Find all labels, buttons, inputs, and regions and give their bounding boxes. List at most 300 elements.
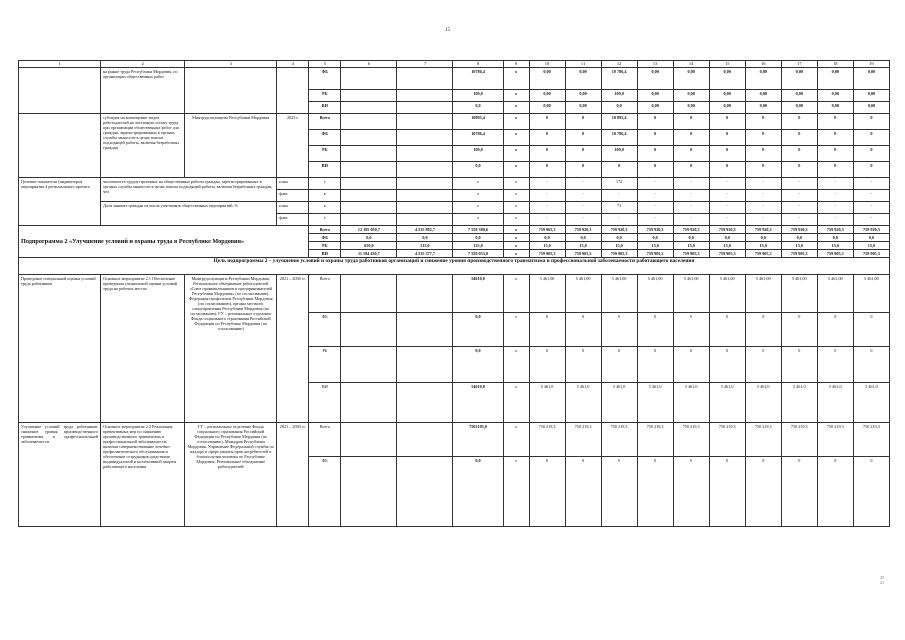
value-cell: 12 185 050,7 [341, 226, 397, 234]
value-cell: 15,0 [673, 242, 709, 250]
column-header: 1 [19, 61, 101, 68]
value-cell: 15,0 [637, 242, 673, 250]
cell [397, 347, 453, 383]
empty-cell [19, 114, 101, 178]
value-cell: 5 461,00 [601, 275, 637, 313]
value-cell: х [453, 214, 503, 226]
cell [341, 102, 397, 114]
value-cell: 0 [529, 130, 565, 146]
cell [341, 68, 397, 90]
value-cell: - [781, 178, 817, 190]
cell [397, 68, 453, 90]
value-cell: 109,0 [601, 146, 637, 162]
value-cell: - [565, 190, 601, 202]
value-cell: 0 [673, 130, 709, 146]
value-cell: - [853, 190, 889, 202]
funding-source: ВИ [309, 102, 341, 114]
column-header: 18 [817, 61, 853, 68]
value-cell: - [601, 214, 637, 226]
value-cell: 759 965,3 [529, 226, 565, 234]
value-cell: х [453, 202, 503, 214]
value-cell: 0,00 [781, 90, 817, 102]
value-cell: 10786,4 [453, 130, 503, 146]
value-cell: 5 461,0 [817, 383, 853, 423]
executor: Минтрудсоцзащиты Республики Мордовия [185, 114, 277, 178]
value-cell: 0,0 [745, 234, 781, 242]
value-cell: - [817, 190, 853, 202]
value-cell: 0 [745, 146, 781, 162]
value-cell: 5 461,0 [745, 383, 781, 423]
value-cell: 0 [709, 162, 745, 178]
table-row [19, 178, 890, 190]
value-cell: 0 [529, 457, 565, 527]
value-cell: 750 219,3 [673, 423, 709, 457]
value-cell: 0,0 [709, 234, 745, 242]
value-cell: 0 [673, 457, 709, 527]
value-cell: - [709, 202, 745, 214]
value-cell: 0,00 [673, 90, 709, 102]
funding-source: Всего [309, 226, 341, 234]
value-cell: 5 461,0 [565, 383, 601, 423]
value-cell: - [817, 178, 853, 190]
cell [341, 130, 397, 146]
value-cell: 0 [673, 162, 709, 178]
value-cell: 0 [781, 457, 817, 527]
value-cell: 0,00 [853, 102, 889, 114]
value-cell: 0,00 [853, 90, 889, 102]
subprogram-title: Подпрограмма 2 «Улучшение условий и охраны труда в Республике Мордовия» [19, 226, 309, 258]
value-cell: 0,00 [781, 102, 817, 114]
cell [397, 202, 453, 214]
value-cell: 109,0 [453, 90, 503, 102]
value-cell: 0 [565, 162, 601, 178]
plan-fact-label: план [277, 202, 309, 214]
cell [341, 114, 397, 130]
value-cell: 15,0 [529, 242, 565, 250]
value-cell: 0 [601, 457, 637, 527]
value-cell: - [817, 202, 853, 214]
plan-fact-label: факт [277, 190, 309, 202]
value-cell: х [503, 383, 529, 423]
executor: ГУ – региональное отделение Фонда социального страхования Российской Федерации по Республике Мордовия (по согласованию), Минздрав Республики Мордовия, Управление Федеральной службы по надзору в сфере защиты прав потребителей и благополучия человека по Республике Мордовия, Региональное объединение работодателей [185, 423, 277, 527]
value-cell: 0,0 [453, 234, 503, 242]
value-cell: - [853, 214, 889, 226]
column-header: 15 [709, 61, 745, 68]
value-cell: 0 [529, 146, 565, 162]
cell [341, 214, 397, 226]
value-cell: 0 [709, 313, 745, 347]
value-cell: 0 [817, 114, 853, 130]
value-cell: х [503, 226, 529, 234]
cell [341, 423, 397, 457]
cell [341, 347, 397, 383]
value-cell: 750 219,3 [637, 423, 673, 457]
indicator-2: Доля занятых граждан из числа участников общественных мероприятий, % [101, 202, 277, 226]
value-cell: 0,00 [565, 102, 601, 114]
funding-source: ФБ [309, 68, 341, 90]
value-cell: 5 461,0 [781, 383, 817, 423]
value-cell: - [853, 202, 889, 214]
value-cell: 0,00 [529, 90, 565, 102]
value-cell: 0,00 [529, 102, 565, 114]
measure-description: субсидия на возмещение затрат работодателей на частичную оплату труда при организации общественных работ для граждан, зарегистрированных в органах службы занятости в целях поиска подходящей работы, включая безработных граждан [101, 114, 185, 178]
value-cell: 0,0 [453, 457, 503, 527]
value-cell: 0 [745, 114, 781, 130]
page-number: 15 [445, 28, 450, 33]
value-cell: 5 461,0 [637, 383, 673, 423]
value-cell: 4 535 892,7 [397, 226, 453, 234]
value-cell: х [503, 250, 529, 258]
value-cell: - [529, 202, 565, 214]
value-cell: 0,00 [709, 90, 745, 102]
value-cell: х [453, 178, 503, 190]
value-cell: 0,00 [745, 68, 781, 90]
value-cell: 109,0 [453, 146, 503, 162]
empty-cell [19, 68, 101, 114]
value-cell: 759 920,3 [601, 226, 637, 234]
value-cell: 172 [601, 178, 637, 190]
funding-source: Всего [309, 114, 341, 130]
column-header: 7 [397, 61, 453, 68]
value-cell: 0 [637, 146, 673, 162]
value-cell: - [673, 178, 709, 190]
value-cell: 0,00 [565, 68, 601, 90]
value-cell: 0 [529, 114, 565, 130]
value-cell: 515,0 [397, 242, 453, 250]
value-cell: 0 [709, 457, 745, 527]
cell [397, 214, 453, 226]
value-cell: 0 [745, 162, 781, 178]
column-header: 5 [309, 61, 341, 68]
indicator-1: численность трудоустроенных на общественные работы граждан, зарегистрированных в органах службы занятости в целях поиска подходящей работы, включая безработных граждан, чел [101, 178, 277, 202]
value-cell: 650,0 [341, 242, 397, 250]
value-cell: 0,0 [637, 234, 673, 242]
value-cell: 10 786,4 [601, 130, 637, 146]
value-cell: 0,00 [745, 102, 781, 114]
value-cell: 10 895,4 [601, 114, 637, 130]
value-cell: х [503, 214, 529, 226]
value-cell: 0 [853, 313, 889, 347]
value-cell: 0 [565, 146, 601, 162]
value-cell: 759 920,3 [781, 226, 817, 234]
value-cell: 750 219,3 [529, 423, 565, 457]
value-cell: 0,00 [781, 68, 817, 90]
value-cell: 5 461,00 [529, 275, 565, 313]
value-cell: - [565, 178, 601, 190]
value-cell: 0 [709, 146, 745, 162]
value-cell: 5 461,0 [673, 383, 709, 423]
value-cell: 759 920,3 [637, 226, 673, 234]
value-cell: 0 [529, 162, 565, 178]
value-cell: 0 [565, 130, 601, 146]
funding-source: ФБ [309, 313, 341, 347]
value-cell: - [781, 202, 817, 214]
cell [397, 457, 453, 527]
value-cell: 0,00 [853, 68, 889, 90]
value-cell: 750 219,3 [709, 423, 745, 457]
value-cell: 0 [817, 130, 853, 146]
value-cell: 7502193,0 [453, 423, 503, 457]
unit-cell: т [309, 178, 341, 190]
value-cell: - [709, 190, 745, 202]
value-cell: х [503, 178, 529, 190]
value-cell: - [673, 214, 709, 226]
unit-cell: к [309, 202, 341, 214]
value-cell: 0 [637, 114, 673, 130]
value-cell: 0 [601, 162, 637, 178]
value-cell: 5 461,00 [817, 275, 853, 313]
value-cell: - [565, 214, 601, 226]
value-cell: - [745, 178, 781, 190]
value-cell: - [637, 178, 673, 190]
value-cell: х [503, 130, 529, 146]
value-cell: 15,0 [817, 242, 853, 250]
period: 2021 – 2030 гг. [277, 423, 309, 527]
value-cell: 759 905,3 [745, 250, 781, 258]
value-cell: 0 [709, 347, 745, 383]
funding-source: РБ [309, 90, 341, 102]
value-cell: 759 920,3 [673, 226, 709, 234]
value-cell: 0 [745, 457, 781, 527]
column-header: 13 [637, 61, 673, 68]
value-cell: 759 905,3 [817, 250, 853, 258]
value-cell: 0,00 [817, 102, 853, 114]
executor: Минтрудсоцзащиты Республики Мордовия, Региональное объединение работодателей «Союз промышленников и предпринимателей Республики Мордовия» (по согласованию), Федерация профсоюзов Республики Мордовия (по согласованию), органы местного самоуправления Республики Мордовия (по согласованию), ГУ – региональное отделение Фонда социального страхования Российской Федерации по Республике Мордовия (по согласованию) [185, 275, 277, 423]
value-cell: - [565, 202, 601, 214]
value-cell: 0,0 [601, 102, 637, 114]
value-cell: 0 [853, 457, 889, 527]
value-cell: х [503, 275, 529, 313]
value-cell: 750 219,3 [853, 423, 889, 457]
value-cell: 0,0 [529, 234, 565, 242]
funding-source: РБ [309, 242, 341, 250]
value-cell: - [817, 214, 853, 226]
cell [341, 90, 397, 102]
value-cell: 0 [637, 347, 673, 383]
value-cell: 0 [781, 130, 817, 146]
value-cell: 0 [781, 313, 817, 347]
value-cell: 10895,4 [453, 114, 503, 130]
value-cell: 0 [817, 347, 853, 383]
header-row [19, 61, 890, 68]
value-cell: 0 [637, 162, 673, 178]
value-cell: 5 461,00 [745, 275, 781, 313]
value-cell: 5 461,00 [637, 275, 673, 313]
value-cell: 0 [853, 146, 889, 162]
value-cell: 759 905,3 [601, 250, 637, 258]
value-cell: 0 [781, 146, 817, 162]
value-cell: 0,00 [565, 90, 601, 102]
value-cell: - [853, 178, 889, 190]
value-cell: - [745, 202, 781, 214]
value-cell: 0,0 [453, 162, 503, 178]
table-row [19, 114, 890, 130]
direction: Проведение специальной оценки условий труда работников [19, 275, 101, 423]
column-header: 9 [503, 61, 529, 68]
value-cell: х [453, 190, 503, 202]
cell [341, 190, 397, 202]
value-cell: 0 [853, 114, 889, 130]
value-cell: 750 219,3 [817, 423, 853, 457]
table-row [19, 226, 890, 234]
column-header: 16 [745, 61, 781, 68]
value-cell: 109,0 [601, 90, 637, 102]
value-cell: 15,0 [565, 242, 601, 250]
value-cell: х [503, 423, 529, 457]
value-cell: 0,0 [565, 234, 601, 242]
column-header: 4 [277, 61, 309, 68]
empty-cell [185, 68, 277, 114]
cell [341, 162, 397, 178]
value-cell: - [601, 190, 637, 202]
column-header: 10 [529, 61, 565, 68]
value-cell: х [503, 347, 529, 383]
value-cell: 0,0 [853, 234, 889, 242]
plan-fact-label: план [277, 178, 309, 190]
value-cell: 0 [781, 347, 817, 383]
value-cell: 0,00 [529, 68, 565, 90]
cell [397, 313, 453, 347]
cell [397, 383, 453, 423]
measure-description: Основное мероприятие 2.1 Обеспечение проведения специальной оценки условий труда на рабочих местах [101, 275, 185, 423]
value-cell: 0 [745, 347, 781, 383]
column-header: 19 [853, 61, 889, 68]
funding-source: ВИ [309, 383, 341, 423]
column-header: 6 [341, 61, 397, 68]
value-cell: 759 905,3 [853, 250, 889, 258]
value-cell: 0,0 [397, 234, 453, 242]
value-cell: 750 219,3 [781, 423, 817, 457]
cell [397, 423, 453, 457]
value-cell: 54610,0 [453, 275, 503, 313]
value-cell: 0 [601, 313, 637, 347]
value-cell: 0,00 [745, 90, 781, 102]
value-cell: 0 [565, 347, 601, 383]
value-cell: - [529, 178, 565, 190]
cell [341, 275, 397, 313]
column-header: 2 [101, 61, 185, 68]
value-cell: 0 [781, 114, 817, 130]
value-cell: 0,0 [781, 234, 817, 242]
cell [397, 190, 453, 202]
value-cell: 10786,4 [453, 68, 503, 90]
column-header: 14 [673, 61, 709, 68]
value-cell: 10 786,4 [601, 68, 637, 90]
value-cell: 0,00 [709, 68, 745, 90]
funding-source: ВИ [309, 250, 341, 258]
value-cell: 5 461,00 [853, 275, 889, 313]
value-cell: 759 920,3 [565, 226, 601, 234]
unit-cell: к [309, 190, 341, 202]
column-header: 3 [185, 61, 277, 68]
value-cell: 0 [673, 114, 709, 130]
cell [397, 130, 453, 146]
value-cell: х [503, 114, 529, 130]
value-cell: х [503, 102, 529, 114]
value-cell: 15,0 [781, 242, 817, 250]
value-cell: 0,00 [673, 68, 709, 90]
value-cell: 0 [853, 162, 889, 178]
value-cell: 0,00 [817, 68, 853, 90]
value-cell: х [503, 313, 529, 347]
value-cell: 0 [565, 114, 601, 130]
measure-description: Основное мероприятие 2.2 Реализация превентивных мер по снижению производственного травматизма и профессиональной заболеваемости, включая совершенствование лечебно-профилактического обслуживания и обеспечение сотрудников средствами индивидуальной и коллективной защиты работающего населения [101, 423, 185, 527]
value-cell: х [503, 68, 529, 90]
period: 2021 – 2030 гг. [277, 275, 309, 423]
value-cell: 0 [673, 146, 709, 162]
value-cell: - [745, 214, 781, 226]
value-cell: 0 [781, 162, 817, 178]
value-cell: 0 [601, 347, 637, 383]
value-cell: 15,0 [709, 242, 745, 250]
value-cell: х [503, 90, 529, 102]
value-cell: 0,0 [817, 234, 853, 242]
value-cell: 0,0 [601, 234, 637, 242]
value-cell: 759 905,3 [781, 250, 817, 258]
cell [397, 114, 453, 130]
value-cell: 759 905,3 [637, 250, 673, 258]
value-cell: 0 [637, 130, 673, 146]
measure-description: на рынке труда Республики Мордовия, по организации общественных работ [101, 68, 185, 114]
value-cell: 0,00 [637, 102, 673, 114]
value-cell: 0 [673, 347, 709, 383]
value-cell: 759 905,3 [673, 250, 709, 258]
cell [341, 202, 397, 214]
value-cell: - [781, 214, 817, 226]
value-cell: 750 219,3 [565, 423, 601, 457]
value-cell: 5 461,00 [709, 275, 745, 313]
cell [341, 313, 397, 347]
value-cell: 0 [709, 114, 745, 130]
goal-text: Цель подпрограммы 2 – улучшение условий и охраны труда работников организаций и снижение уровня производственного травматизма и профессиональной заболеваемости работающего населения [19, 258, 890, 275]
value-cell: 54610,0 [453, 383, 503, 423]
value-cell: 0,00 [637, 68, 673, 90]
value-cell: 7 559 053,0 [453, 250, 503, 258]
value-cell: - [709, 214, 745, 226]
value-cell: - [781, 190, 817, 202]
value-cell: 0,0 [453, 102, 503, 114]
program-table [18, 60, 890, 527]
value-cell: 11 184 430,7 [341, 250, 397, 258]
value-cell: 0,00 [709, 102, 745, 114]
value-cell: 0 [529, 347, 565, 383]
funding-source: ФБ [309, 130, 341, 146]
value-cell: 0 [745, 130, 781, 146]
value-cell: х [503, 202, 529, 214]
value-cell: 0 [817, 313, 853, 347]
value-cell: 759 920,3 [853, 226, 889, 234]
cell [397, 275, 453, 313]
value-cell: 0,0 [453, 347, 503, 383]
value-cell: 0,0 [453, 313, 503, 347]
value-cell: 759 905,3 [529, 250, 565, 258]
unit-cell: т [309, 214, 341, 226]
value-cell: 759 920,3 [709, 226, 745, 234]
empty-cell [277, 68, 309, 114]
value-cell: 5 461,00 [565, 275, 601, 313]
value-cell: 750 219,3 [745, 423, 781, 457]
goal-row [19, 258, 890, 275]
funding-source: ФБ [309, 457, 341, 527]
cell [397, 102, 453, 114]
value-cell: 5 461,0 [853, 383, 889, 423]
value-cell: 4 535 377,7 [397, 250, 453, 258]
value-cell: - [673, 190, 709, 202]
column-header: 12 [601, 61, 637, 68]
value-cell: 0,0 [673, 234, 709, 242]
value-cell: 0 [709, 130, 745, 146]
funding-source: РБ [309, 146, 341, 162]
